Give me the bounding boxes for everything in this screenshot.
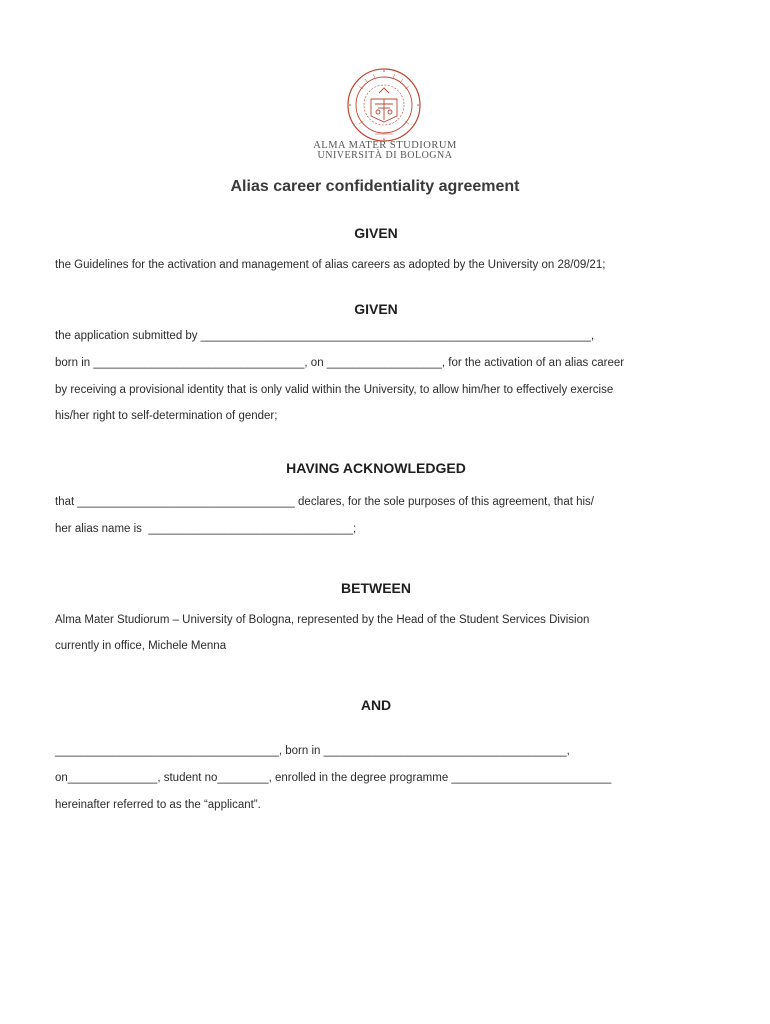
- heading-between: BETWEEN: [341, 580, 411, 596]
- given-2-line-2: born in _________________________________, on __________________, for the activation of an alias career: [55, 357, 625, 369]
- logo-line-1: ALMA MATER STUDIORUM: [313, 140, 457, 151]
- heading-given-2: GIVEN: [354, 301, 398, 317]
- given-2-line-1: the application submitted by _____________________________________________________________,: [55, 330, 595, 342]
- university-seal-logo: [345, 66, 423, 144]
- heading-given-1: GIVEN: [354, 225, 398, 241]
- given-1-text: the Guidelines for the activation and management of alias careers as adopted by the University on 28/09/21;: [55, 259, 606, 271]
- ack-line-2: her alias name is ________________________________;: [55, 523, 357, 535]
- ack-line-1: that __________________________________ declares, for the sole purposes of this agreement, that his/: [55, 496, 594, 508]
- and-line-3: hereinafter referred to as the “applicant”.: [55, 799, 261, 811]
- document-title: Alias career confidentiality agreement: [230, 178, 520, 195]
- between-line-2: currently in office, Michele Menna: [55, 640, 227, 652]
- and-line-2: on______________, student no________, enrolled in the degree programme _________________________: [55, 772, 612, 784]
- given-2-line-4: his/her right to self-determination of gender;: [55, 410, 278, 422]
- between-line-1: Alma Mater Studiorum – University of Bologna, represented by the Head of the Student Services Division: [55, 614, 590, 626]
- logo-line-2: UNIVERSITÀ DI BOLOGNA: [317, 150, 453, 161]
- heading-and: AND: [360, 697, 392, 713]
- and-line-1: ___________________________________, born in ______________________________________,: [55, 745, 570, 757]
- heading-having-acknowledged: HAVING ACKNOWLEDGED: [286, 460, 466, 476]
- given-2-line-3: by receiving a provisional identity that is only valid within the University, to allow him/her to effectively exercise: [55, 384, 614, 396]
